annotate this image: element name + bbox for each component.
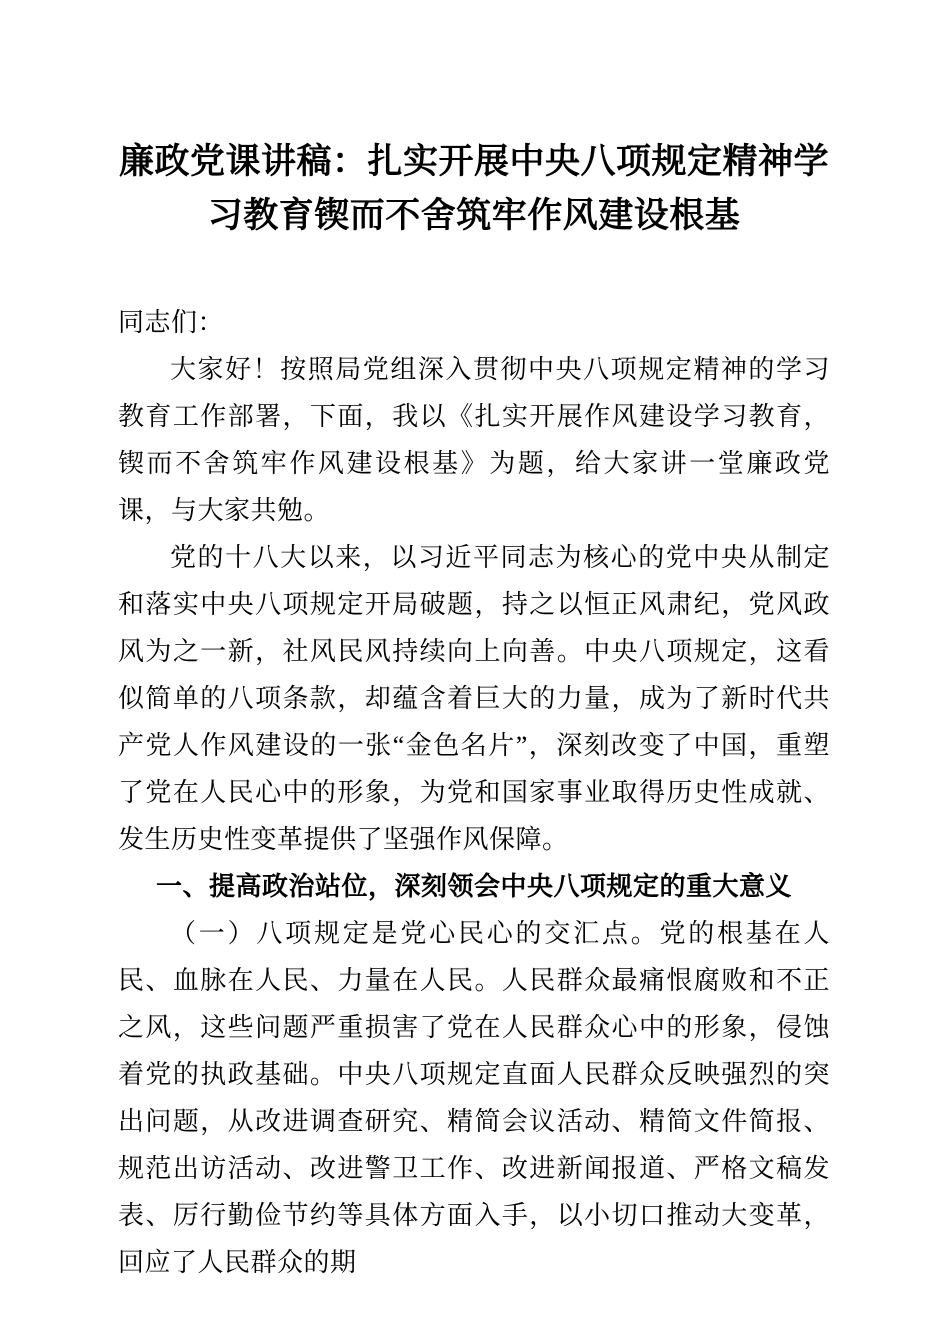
paragraph-background: 党的十八大以来，以习近平同志为核心的党中央从制定和落实中央八项规定开局破题，持之以恒正风肃纪，党风政风为之一新，社风民风持续向上向善。中央八项规定，这看似简单的八项条款，却蕴含着巨大的力量，成为了新时代共产党人作风建设的一张“金色名片”，深刻改变了中国，重塑了党在人民心中的形象，为党和国家事业取得历史性成就、发生历史性变革提供了坚强作风保障。 <box>118 543 830 854</box>
paragraph-salutation: 同志们： <box>118 308 225 337</box>
document-title-line-1: 廉政党课讲稿：扎实开展中央八项规定精神学 <box>118 142 829 181</box>
document-body <box>118 299 830 1286</box>
paragraph-subsection-1: （一）八项规定是党心民心的交汇点。党的根基在人民、血脉在人民、力量在人民。人民群众最痛恨腐败和不正之风，这些问题严重损害了党在人民群众心中的形象，侵蚀着党的执政基础。中央八项规定直面人民群众反映强烈的突出问题，从改进调查研究、精简会议活动、精简文件简报、规范出访活动、改进警卫工作、改进新闻报道、严格文稿发表、厉行勤俭节约等具体方面入手，以小切口推动大变革，回应了人民群众的期 <box>118 919 830 1277</box>
document-title <box>118 135 830 243</box>
document-title-line-2: 习教育锲而不舍筑牢作风建设根基 <box>207 196 741 235</box>
section-heading-1: 一、提高政治站位，深刻领会中央八项规定的重大意义 <box>155 872 792 901</box>
paragraph-intro: 大家好！按照局党组深入贯彻中央八项规定精神的学习教育工作部署，下面，我以《扎实开展作风建设学习教育，锲而不舍筑牢作风建设根基》为题，给大家讲一堂廉政党课，与大家共勉。 <box>118 355 830 525</box>
